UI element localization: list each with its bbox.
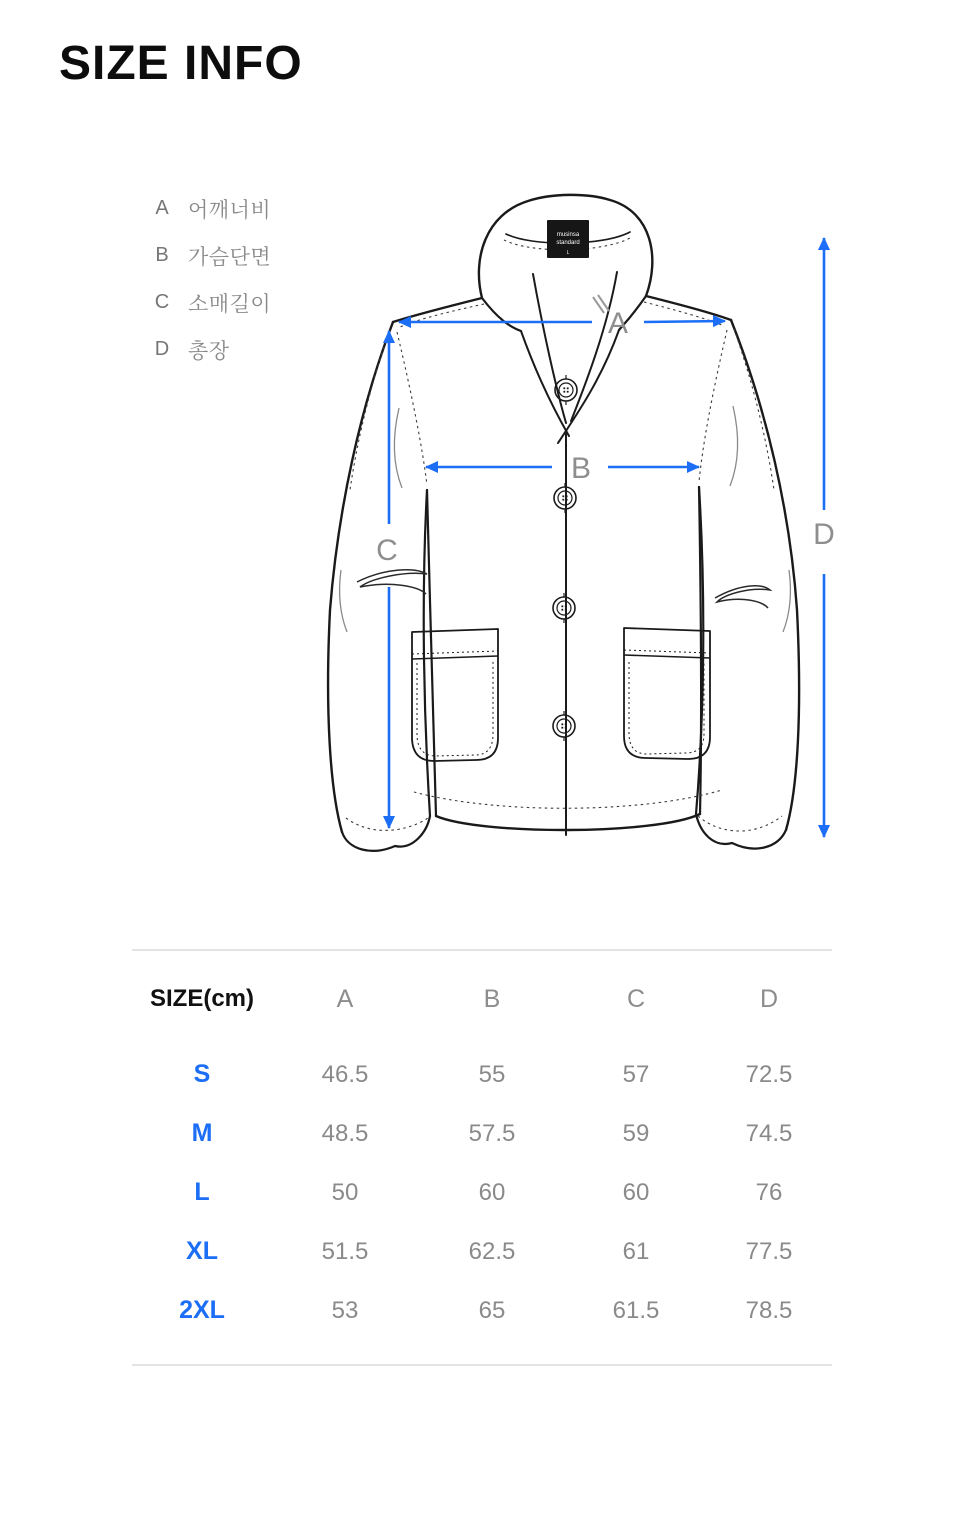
page-title: SIZE INFO: [59, 37, 303, 90]
size-label: 2XL: [179, 1296, 225, 1324]
jacket-flat-sketch: [300, 180, 860, 880]
value-c: 61.5: [612, 1296, 660, 1324]
legend-item-c: [150, 279, 271, 326]
brand-tag-line2: standard: [556, 240, 580, 246]
header-size-cm: SIZE(cm): [149, 985, 254, 1012]
table-row-xl: [132, 1222, 832, 1281]
value-d: 74.5: [745, 1119, 793, 1147]
measurement-legend: [150, 185, 271, 373]
size-label: M: [191, 1119, 213, 1147]
value-b: 60: [478, 1178, 506, 1206]
legend-item-d: [150, 326, 271, 373]
legend-key-c: C: [154, 291, 170, 313]
brand-tag-line1: musinsa: [556, 232, 580, 238]
table-row-2xl: [132, 1281, 832, 1340]
size-label: XL: [186, 1237, 218, 1265]
patch-pockets: [412, 628, 710, 761]
measure-label-b: B: [570, 452, 592, 485]
value-d: 76: [755, 1178, 783, 1206]
value-a: 53: [331, 1296, 359, 1324]
legend-label-b: 가슴단면: [188, 245, 272, 269]
legend-item-a: [150, 185, 271, 232]
jacket-outline: [328, 195, 799, 851]
measurement-labels: [376, 307, 835, 567]
value-a: 50: [331, 1178, 359, 1206]
header-col-d: D: [759, 984, 779, 1013]
value-d: 77.5: [745, 1237, 793, 1265]
value-d: 78.5: [745, 1296, 793, 1324]
brand-tag: [547, 220, 589, 258]
table-row-s: [132, 1045, 832, 1104]
legend-key-b: B: [155, 244, 169, 266]
jacket-measurement-diagram: [300, 180, 860, 880]
value-b: 57.5: [468, 1119, 516, 1147]
size-table: [132, 949, 832, 1366]
value-b: 62.5: [468, 1237, 516, 1265]
legend-label-c: 소매길이: [188, 292, 272, 316]
value-d: 72.5: [745, 1060, 793, 1088]
legend-key-a: A: [155, 197, 169, 219]
legend-label-a: 어깨너비: [188, 198, 272, 222]
legend-item-b: [150, 232, 271, 279]
header-col-b: B: [483, 984, 501, 1013]
value-c: 60: [622, 1178, 650, 1206]
value-a: 46.5: [321, 1060, 369, 1088]
value-a: 48.5: [321, 1119, 369, 1147]
table-row-m: [132, 1104, 832, 1163]
arrow-a-right: [644, 321, 725, 322]
legend-key-d: D: [154, 338, 170, 360]
value-c: 57: [622, 1060, 650, 1088]
value-c: 61: [622, 1237, 650, 1265]
header-col-a: A: [336, 984, 354, 1013]
value-b: 55: [478, 1060, 506, 1088]
size-label: L: [194, 1178, 210, 1206]
measure-label-a: A: [607, 307, 629, 340]
value-c: 59: [622, 1119, 650, 1147]
brand-tag-line3: L: [566, 250, 570, 256]
size-table-body: [132, 1045, 832, 1340]
legend-label-d: 총장: [188, 339, 230, 363]
size-table-header: [132, 969, 832, 1029]
size-label: S: [193, 1060, 211, 1088]
table-row-l: [132, 1163, 832, 1222]
value-b: 65: [478, 1296, 506, 1324]
value-a: 51.5: [321, 1237, 369, 1265]
measurement-arrows: [389, 238, 824, 837]
measure-label-c: C: [376, 534, 398, 567]
measure-label-d: D: [813, 518, 835, 551]
header-col-c: C: [626, 984, 646, 1013]
